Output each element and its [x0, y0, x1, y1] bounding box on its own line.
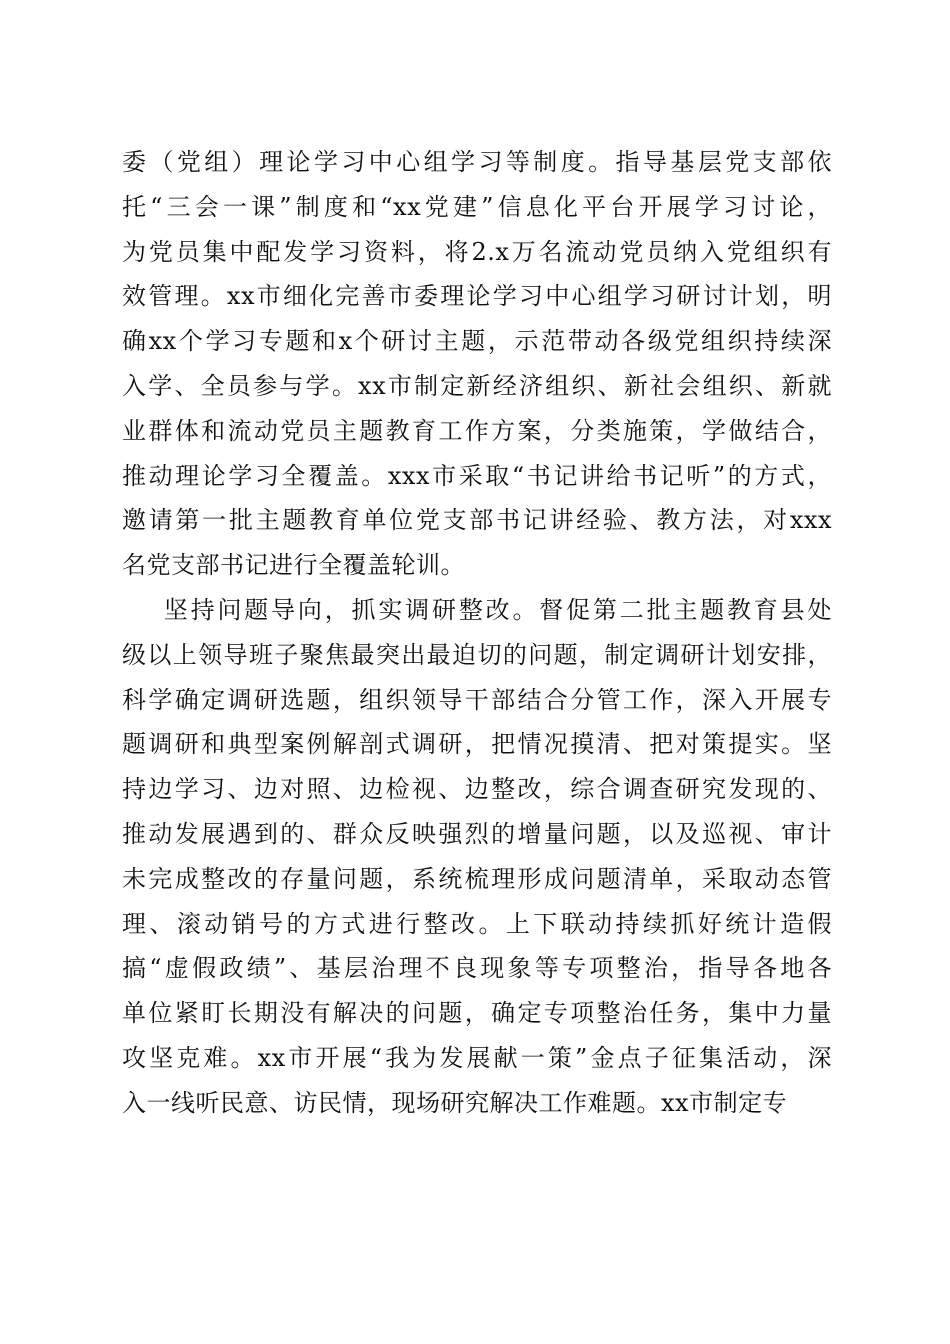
paragraph-2-line-7: 未完成整改的存量问题，系统梳理形成问题清单，采取动态管 — [122, 864, 832, 893]
paragraph-1-line-5: 确xx个学习专题和x个研讨主题，示范带动各级党组织持续深 — [122, 327, 832, 356]
paragraph-2-line-4: 题调研和典型案例解剖式调研，把情况摸清、把对策提实。坚 — [122, 730, 832, 759]
paragraph-2-line-10: 单位紧盯长期没有解决的问题，确定专项整治任务，集中力量 — [122, 999, 832, 1028]
paragraph-2-line-3: 科学确定调研选题，组织领导干部结合分管工作，深入开展专 — [122, 685, 832, 714]
paragraph-1-line-1: 委（党组）理论学习中心组学习等制度。指导基层党支部依 — [122, 148, 832, 176]
paragraph-2-line-6: 推动发展遇到的、群众反映强烈的增量问题，以及巡视、审计 — [122, 819, 832, 848]
paragraph-1-line-10: 名党支部书记进行全覆盖轮训。 — [122, 551, 465, 580]
paragraph-1-line-8: 推动理论学习全覆盖。xxx市采取“书记讲给书记听”的方式， — [122, 461, 832, 490]
paragraph-1-line-4: 效管理。xx市细化完善市委理论学习中心组学习研讨计划，明 — [122, 282, 832, 311]
paragraph-2-line-12: 入一线听民意、访民情，现场研究解决工作难题。xx市制定专 — [122, 1088, 788, 1117]
document-body — [122, 140, 832, 1126]
paragraph-2-line-1: 坚持问题导向，抓实调研整改。督促第二批主题教育县处 — [122, 595, 832, 624]
paragraph-1-line-7: 业群体和流动党员主题教育工作方案，分类施策，学做结合， — [122, 416, 832, 445]
paragraph-1-line-9: 邀请第一批主题教育单位党支部书记讲经验、教方法，对xxx — [122, 506, 832, 535]
paragraph-2-line-11: 攻坚克难。xx市开展“我为发展献一策”金点子征集活动，深 — [122, 1043, 832, 1072]
paragraph-2-line-9: 搞“虚假政绩”、基层治理不良现象等专项整治，指导各地各 — [122, 954, 832, 983]
paragraph-1-line-3: 为党员集中配发学习资料，将2.x万名流动党员纳入党组织有 — [122, 237, 832, 266]
paragraph-2-line-8: 理、滚动销号的方式进行整改。上下联动持续抓好统计造假 — [122, 909, 832, 938]
paragraph-2-line-2: 级以上领导班子聚焦最突出最迫切的问题，制定调研计划安排， — [122, 640, 832, 669]
paragraph-1-line-6: 入学、全员参与学。xx市制定新经济组织、新社会组织、新就 — [122, 371, 832, 400]
paragraph-1-line-2: 托“三会一课”制度和“xx党建”信息化平台开展学习讨论， — [122, 192, 832, 221]
paragraph-2-line-5: 持边学习、边对照、边检视、边整改，综合调查研究发现的、 — [122, 775, 832, 804]
